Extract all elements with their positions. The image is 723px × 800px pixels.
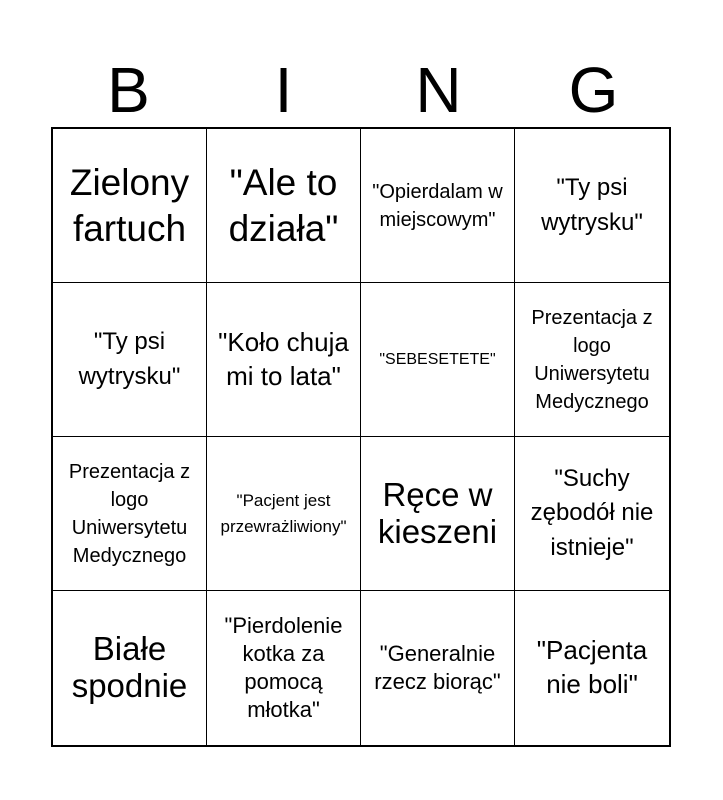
cell-label: "Generalnie rzecz biorąc" bbox=[374, 641, 501, 694]
bingo-board bbox=[51, 127, 671, 747]
bingo-cell[interactable] bbox=[207, 283, 361, 437]
cell-label: Prezentacja z logo Uniwersytetu Medycznego bbox=[68, 460, 191, 567]
cell-label: "Pacjent jest przewrażliwiony" bbox=[220, 491, 347, 536]
bingo-cell[interactable] bbox=[53, 437, 207, 591]
header-letter-g: G bbox=[568, 54, 619, 126]
cell-label: "Ty psi wytrysku" bbox=[78, 328, 181, 390]
header-letter-b: B bbox=[107, 54, 150, 126]
cell-label: Prezentacja z logo Uniwersytetu Medycznego bbox=[531, 306, 653, 413]
bingo-cell[interactable] bbox=[361, 591, 515, 745]
bingo-cell[interactable] bbox=[53, 591, 207, 745]
cell-label: "SEBESETETE" bbox=[379, 350, 496, 368]
cell-label: Ręce w kieszeni bbox=[377, 475, 498, 550]
header-letter-i: I bbox=[274, 54, 293, 126]
cell-label: "Pacjenta nie boli" bbox=[536, 635, 648, 699]
cell-label: "Ty psi wytrysku" bbox=[541, 174, 643, 236]
bingo-cell[interactable] bbox=[361, 129, 515, 283]
bingo-cell[interactable] bbox=[207, 129, 361, 283]
bingo-cell[interactable] bbox=[515, 129, 669, 283]
bingo-cell[interactable] bbox=[515, 283, 669, 437]
bingo-cell[interactable] bbox=[207, 437, 361, 591]
cell-label: "Koło chuja mi to lata" bbox=[218, 326, 349, 391]
header-letter-n: N bbox=[415, 54, 462, 126]
bingo-cell[interactable] bbox=[53, 283, 207, 437]
cell-label: "Opierdalam w miejscowym" bbox=[372, 180, 503, 231]
bingo-cell[interactable] bbox=[515, 437, 669, 591]
cell-label: Białe spodnie bbox=[71, 630, 188, 704]
bingo-cell[interactable] bbox=[361, 437, 515, 591]
bingo-cell[interactable] bbox=[515, 591, 669, 745]
bingo-header bbox=[51, 52, 671, 128]
cell-label: "Ale to działa" bbox=[228, 162, 339, 249]
bingo-cell[interactable] bbox=[53, 129, 207, 283]
bingo-cell[interactable] bbox=[207, 591, 361, 745]
cell-label: "Pierdolenie kotka za pomocą młotka" bbox=[224, 613, 343, 722]
cell-label: Zielony fartuch bbox=[69, 162, 190, 249]
bingo-cell[interactable] bbox=[361, 283, 515, 437]
cell-label: "Suchy zębodół nie istnieje" bbox=[530, 465, 654, 561]
